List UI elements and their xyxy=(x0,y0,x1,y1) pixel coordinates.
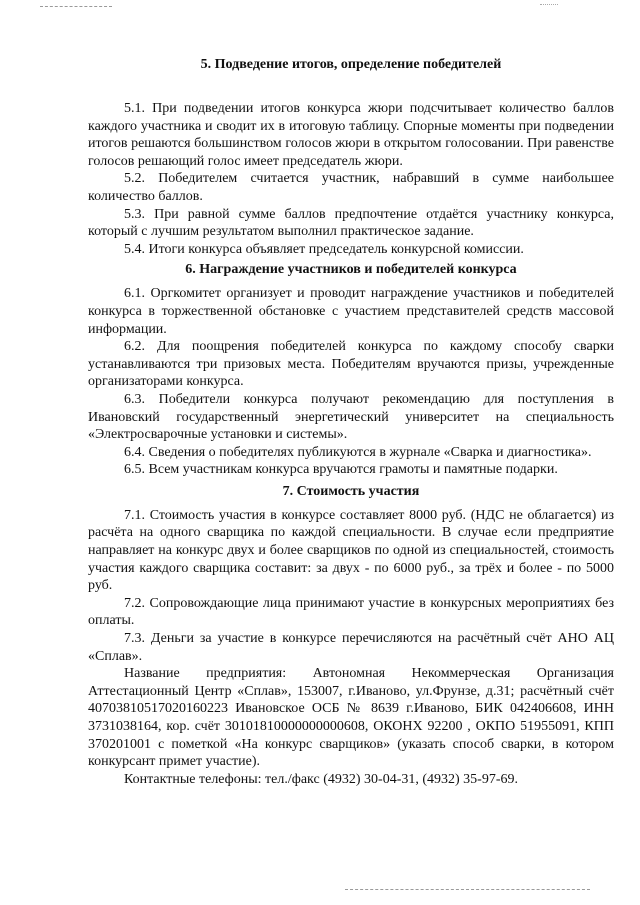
paragraph-5-1: 5.1. При подведении итогов конкурса жюри подсчитывает количество баллов каждого участника и сводит их в итоговую таблицу. Спорные моменты при подведении итогов решаются большинством голосов жюри в открытом голосовании. При равенстве голосов решающий голос имеет председатель жюри. xyxy=(88,101,614,169)
paragraph-7-2: 7.2. Сопровождающие лица принимают участие в конкурсных мероприятиях без оплаты. xyxy=(88,595,614,629)
section-6-title: 6. Награждение участников и победителей конкурса xyxy=(185,262,517,278)
section-7-title: 7. Стоимость участия xyxy=(282,483,420,499)
paragraph-5-2: 5.2. Победителем считается участник, набравший в сумме наибольшее количество баллов. xyxy=(88,171,614,204)
section-5 xyxy=(88,56,614,258)
paragraph-company-details: Название предприятия: Автономная Некоммерческая Организация Аттестационный Центр «Сплав», 153007, г.Иваново, ул.Фрунзе, д.31; расчётный счёт 40703810517020160223 Ивановское ОСБ № 8639 г.Иваново, БИК 042406608, ИНН 3731038164, кор. счёт 30101810000000000608, ОКОНХ 92200 , ОКПО 51955091, КПП 370201001 с пометкой «На конкурс сварщиков» (указать способ сварки, в котором конкурсант примет участие). xyxy=(88,666,614,770)
paragraph-7-3: 7.3. Деньги за участие в конкурсе перечисляются на расчётный счёт АНО АЦ «Сплав». xyxy=(88,631,614,664)
paragraph-contact-phones: Контактные телефоны: тел./факс (4932) 30-04-31, (4932) 35-97-69. xyxy=(124,771,519,787)
paragraph-6-3: 6.3. Победители конкурса получают рекомендацию для поступления в Ивановский государственный энергетический университет на специальность «Электросварочные установки и системы». xyxy=(88,391,614,443)
scan-artifact-top-right xyxy=(540,0,558,5)
paragraph-7-1: 7.1. Стоимость участия в конкурсе составляет 8000 руб. (НДС не облагается) из расчёта на одного сварщика по каждой специальности. В случае если предприятие направляет на конкурс двух и более сварщиков по одной из специальностей, стоимость участия каждого сварщика составит: за двух - по 6000 руб., за трёх и более - по 5000 руб. xyxy=(88,507,614,594)
section-7 xyxy=(88,483,614,789)
paragraph-5-4: 5.4. Итоги конкурса объявляет председатель конкурсной комиссии. xyxy=(124,241,524,257)
scan-artifact-bottom xyxy=(345,889,590,891)
paragraph-6-5: 6.5. Всем участникам конкурса вручаются грамоты и памятные подарки. xyxy=(124,462,558,478)
paragraph-6-1: 6.1. Оргкомитет организует и проводит награждение участников и победителей конкурса в торжественной обстановке с участием представителей средств массовой информации. xyxy=(88,286,614,337)
paragraph-6-2: 6.2. Для поощрения победителей конкурса по каждому способу сварки устанавливаются три призовых места. Победителям вручаются призы, учрежденные организаторами конкурса. xyxy=(88,339,614,390)
section-5-title: 5. Подведение итогов, определение победителей xyxy=(200,57,502,72)
document-page xyxy=(88,50,614,788)
scan-artifact-top-left xyxy=(40,6,112,8)
section-6 xyxy=(88,261,614,479)
paragraph-5-3: 5.3. При равной сумме баллов предпочтение отдаётся участнику конкурса, который с лучшим результатом выполнил практическое задание. xyxy=(88,206,614,240)
paragraph-6-4: 6.4. Сведения о победителях публикуются в журнале «Сварка и диагностика». xyxy=(124,444,592,460)
